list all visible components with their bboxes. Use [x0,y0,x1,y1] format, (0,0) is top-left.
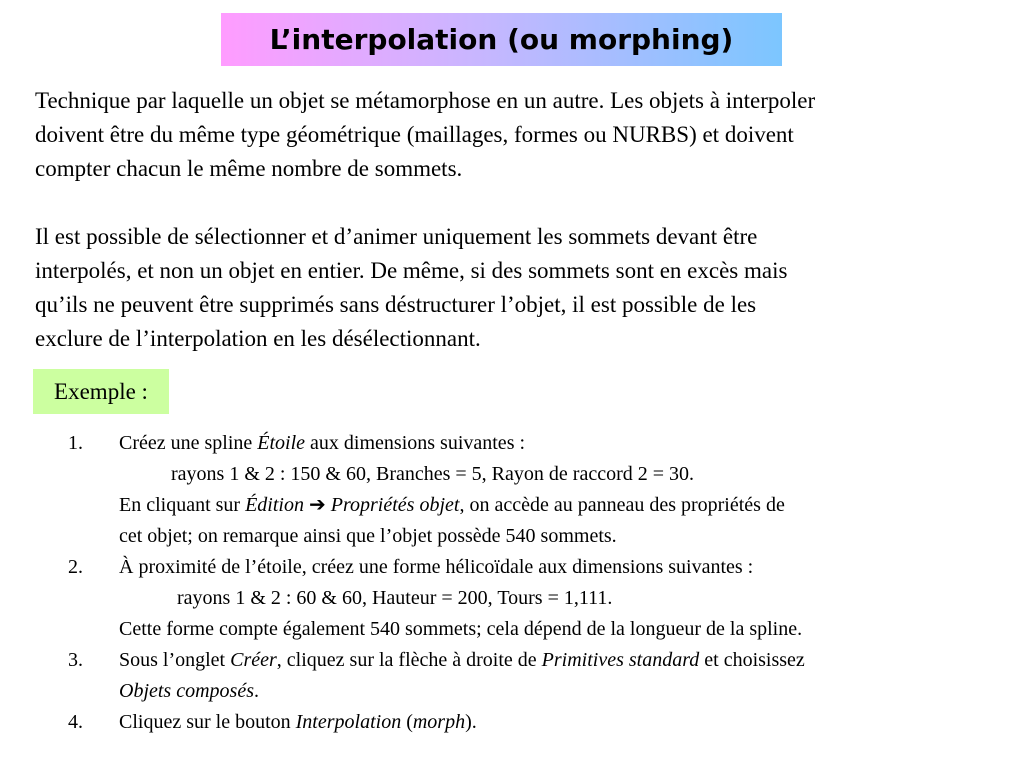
step-number: 2. [68,556,83,578]
step-text-part: Cliquez sur le bouton [119,711,296,733]
detail-line: Il est possible de sélectionner et d’animer uniquement les sommets devant être [35,224,758,249]
detail-paragraph [35,220,787,356]
step-text-part: et choisissez [699,649,805,671]
intro-paragraph [35,84,815,186]
intro-line: doivent être du même type géométrique (maillages, formes ou NURBS) et doivent [35,122,794,147]
step-1-line-1 [0,428,1024,459]
steps-list [0,428,1024,738]
step-3-line-1 [0,645,1024,676]
step-text-part: , cliquez sur la flèche à droite de [276,649,542,671]
step-text [119,707,477,738]
step-text-part: Créez une spline [119,432,258,454]
step-1-line-2 [0,459,1024,490]
slide-title-box [221,13,782,66]
tab-name: Créer [230,649,277,671]
step-text [119,645,805,676]
step-4-line-1 [0,707,1024,738]
step-2-line-2 [0,583,1024,614]
step-text: cet objet; on remarque ainsi que l’objet possède 540 sommets. [119,525,617,547]
button-alias: morph [412,711,466,733]
step-text [119,676,259,707]
menu-item-name: Propriétés objet [330,494,460,516]
step-text-part: aux dimensions suivantes : [305,432,526,454]
slide-title: L’interpolation (ou morphing) [269,23,734,56]
detail-line: interpolés, et non un objet en entier. De même, si des sommets sont en excès mais [35,258,788,283]
step-params: rayons 1 & 2 : 60 & 60, Hauteur = 200, Tours = 1,111. [177,587,613,609]
step-text-part: . [253,680,259,702]
step-3-line-2 [0,676,1024,707]
step-2-line-1 [0,552,1024,583]
step-text-part: En cliquant sur [119,494,246,516]
menu-name: Édition [245,494,304,516]
dropdown-name: Primitives standard [541,649,700,671]
button-name: Interpolation [295,711,402,733]
intro-line: Technique par laquelle un objet se métamorphose en un autre. Les objets à interpoler [35,88,816,113]
option-name: Objets composés [119,680,254,702]
step-number: 1. [68,432,83,454]
step-text-part: , on accède au panneau des propriétés de [459,494,785,516]
detail-line: exclure de l’interpolation en les désélectionnant. [35,326,481,351]
spline-name: Étoile [257,432,306,454]
step-1-line-4 [0,521,1024,552]
step-number: 3. [68,649,83,671]
example-label: Exemple : [54,378,148,404]
step-text: À proximité de l’étoile, créez une forme hélicoïdale aux dimensions suivantes : [119,556,754,578]
step-text-part: ( [401,711,413,733]
intro-line: compter chacun le même nombre de sommets. [35,156,463,181]
step-2-line-3 [0,614,1024,645]
step-text: Cette forme compte également 540 sommets; cela dépend de la longueur de la spline. [119,618,803,640]
step-params: rayons 1 & 2 : 150 & 60, Branches = 5, Rayon de raccord 2 = 30. [171,463,695,485]
example-label-box [33,369,169,414]
detail-line: qu’ils ne peuvent être supprimés sans déstructurer l’objet, il est possible de les [35,292,757,317]
step-text-part: ). [465,711,477,733]
step-1-line-3 [0,490,1024,521]
arrow-right-icon: ➔ [308,494,326,516]
step-text [119,490,785,521]
step-text-part: Sous l’onglet [119,649,231,671]
step-text [119,428,525,459]
step-number: 4. [68,711,83,733]
